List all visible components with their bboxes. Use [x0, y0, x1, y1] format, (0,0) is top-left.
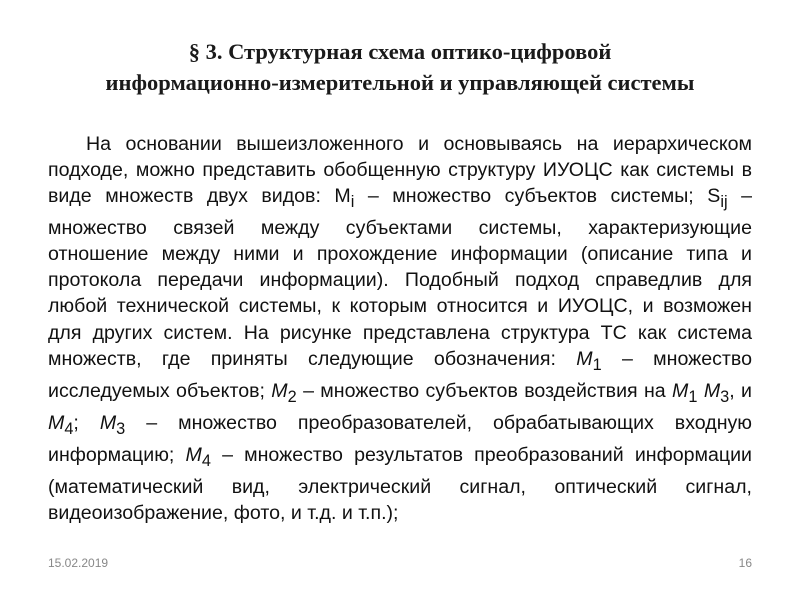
body-text-9: – множество преобразователей, обрабатывающих входную информацию;	[48, 411, 753, 466]
body-text-4: – множество исследуемых объектов;	[48, 347, 752, 402]
body-subscript-3: 1	[592, 355, 602, 374]
set-symbol-m1-ref: M	[672, 379, 689, 402]
body-text-3: – множество связей между субъектами системы, характеризующие отношение между ними и прохождение информации (описание типа и протокола передачи информации). Подобный подход справедлив для любой технической системы, к которым относится и ИУОЦС, и возможен для других систем. На рисунке представлена структура ТС как система множеств, где приняты следующие обозначения:	[48, 185, 752, 370]
body-subscript-4: 2	[287, 387, 297, 406]
body-subscript-5: 1	[688, 387, 698, 406]
body-text-10: – множество результатов преобразований информации (математический вид, электрический сигнал, оптический сигнал, видеоизображение, фото, и т.д. и т.п.);	[48, 443, 752, 524]
body-text-8: ;	[73, 411, 100, 434]
body-subscript-8: 3	[116, 419, 126, 438]
body-text-1: На основании вышеизложенного и основываясь на иерархическом подходе, можно представить обобщенную структуру ИУОЦС как системы в виде множеств двух видов: M	[48, 133, 752, 208]
set-symbol-m1: M	[576, 347, 593, 370]
set-symbol-m3: M	[99, 411, 117, 434]
body-subscript-2: ij	[720, 193, 728, 212]
footer-date: 15.02.2019	[48, 556, 109, 570]
slide-title	[40, 36, 760, 98]
body-paragraph	[48, 131, 752, 526]
set-symbol-m4-ref: M	[48, 411, 65, 434]
body-text-5: – множество субъектов воздействия на	[296, 379, 673, 402]
set-symbol-m4: M	[185, 443, 202, 466]
body-subscript-6: 3	[720, 387, 730, 406]
body-text-2: – множество субъектов системы; S	[354, 185, 721, 208]
page-number: 16	[738, 556, 752, 570]
title-line-2: информационно-измерительной и управляющей системы	[105, 70, 695, 95]
body-subscript-1: i	[350, 193, 355, 212]
set-symbol-m3-ref: M	[703, 379, 721, 402]
body-text-7: , и	[729, 379, 752, 402]
body-subscript-7: 4	[64, 419, 74, 438]
body-subscript-9: 4	[201, 451, 211, 470]
set-symbol-m2: M	[271, 379, 288, 402]
title-line-1: § 3. Структурная схема оптико-цифровой	[188, 39, 612, 64]
